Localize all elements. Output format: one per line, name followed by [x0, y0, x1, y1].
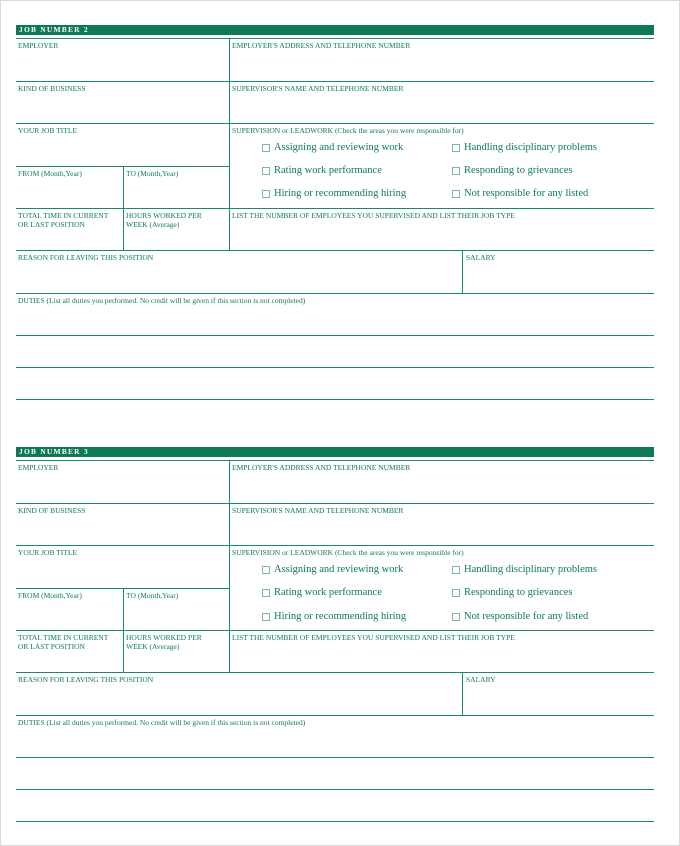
from-date-field[interactable] [16, 167, 123, 208]
checkbox-not-responsible[interactable] [452, 190, 460, 198]
divider [16, 460, 654, 461]
job-title-label: YOUR JOB TITLE [18, 548, 78, 557]
duties-line [16, 367, 654, 368]
supervisor-field[interactable] [230, 82, 654, 123]
employees-field[interactable] [230, 209, 654, 250]
employees-label: LIST THE NUMBER OF EMPLOYEES YOU SUPERVISED AND LIST THEIR JOB TYPE [232, 633, 515, 642]
duties-line [16, 399, 654, 400]
option-hiring[interactable]: Hiring or recommending hiring [262, 610, 406, 623]
option-assigning[interactable]: Assigning and reviewing work [262, 141, 403, 154]
option-disciplinary[interactable]: Handling disciplinary problems [452, 563, 597, 576]
business-field[interactable] [16, 504, 229, 545]
supervisor-field[interactable] [230, 504, 654, 545]
to-date-field[interactable] [124, 589, 229, 630]
option-grievances[interactable]: Responding to grievances [452, 586, 572, 599]
hours-label: HOURS WORKED PER [126, 211, 202, 220]
reason-field[interactable] [16, 251, 462, 293]
checkbox-grievances[interactable] [452, 589, 460, 597]
divider [229, 460, 230, 672]
option-not-responsible[interactable]: Not responsible for any listed [452, 610, 588, 623]
salary-label: SALARY [466, 675, 496, 684]
duties-line [16, 789, 654, 790]
checkbox-disciplinary[interactable] [452, 566, 460, 574]
business-label: KIND OF BUSINESS [18, 506, 86, 515]
employer-label: EMPLOYER [18, 463, 59, 472]
employer-field[interactable] [16, 460, 229, 503]
reason-label: REASON FOR LEAVING THIS POSITION [18, 675, 154, 684]
option-rating[interactable]: Rating work performance [262, 586, 382, 599]
hours-field[interactable] [124, 209, 229, 250]
employer-field[interactable] [16, 38, 229, 81]
total-time-label-2: OR LAST POSITION [18, 642, 85, 651]
employer-label: EMPLOYER [18, 41, 59, 50]
checkbox-hiring[interactable] [262, 613, 270, 621]
divider [16, 38, 654, 39]
supervisor-label: SUPERVISOR'S NAME AND TELEPHONE NUMBER [232, 84, 404, 93]
checkbox-not-responsible[interactable] [452, 613, 460, 621]
hours-label-2: WEEK (Average) [126, 642, 180, 651]
duties-line [16, 821, 654, 822]
checkbox-hiring[interactable] [262, 190, 270, 198]
employees-field[interactable] [230, 631, 654, 672]
duties-field[interactable] [16, 294, 654, 399]
supervision-label: SUPERVISION or LEADWORK (Check the areas you were responsible for) [232, 126, 464, 135]
total-time-field[interactable] [16, 631, 123, 672]
employees-label: LIST THE NUMBER OF EMPLOYEES YOU SUPERVISED AND LIST THEIR JOB TYPE [232, 211, 515, 220]
supervisor-label: SUPERVISOR'S NAME AND TELEPHONE NUMBER [232, 506, 404, 515]
hours-label: HOURS WORKED PER [126, 633, 202, 642]
job-title-field[interactable] [16, 124, 229, 166]
address-label: EMPLOYER'S ADDRESS AND TELEPHONE NUMBER [232, 463, 411, 472]
salary-label: SALARY [466, 253, 496, 262]
hours-label-2: WEEK (Average) [126, 220, 180, 229]
salary-field[interactable] [463, 251, 654, 293]
checkbox-rating[interactable] [262, 167, 270, 175]
option-hiring[interactable]: Hiring or recommending hiring [262, 187, 406, 200]
checkbox-disciplinary[interactable] [452, 144, 460, 152]
option-assigning[interactable]: Assigning and reviewing work [262, 563, 403, 576]
supervision-label: SUPERVISION or LEADWORK (Check the areas you were responsible for) [232, 548, 464, 557]
address-label: EMPLOYER'S ADDRESS AND TELEPHONE NUMBER [232, 41, 411, 50]
business-label: KIND OF BUSINESS [18, 84, 86, 93]
checkbox-assigning[interactable] [262, 144, 270, 152]
duties-line [16, 757, 654, 758]
duties-label: DUTIES (List all duties you performed. No credit will be given if this section is not completed) [18, 296, 306, 305]
to-label: TO (Month,Year) [126, 169, 179, 178]
duties-label: DUTIES (List all duties you performed. No credit will be given if this section is not completed) [18, 718, 306, 727]
to-date-field[interactable] [124, 167, 229, 208]
duties-field[interactable] [16, 716, 654, 821]
hours-field[interactable] [124, 631, 229, 672]
address-field[interactable] [230, 38, 654, 81]
job-section-3 [16, 447, 654, 825]
total-time-label: TOTAL TIME IN CURRENT [18, 211, 109, 220]
address-field[interactable] [230, 460, 654, 503]
total-time-field[interactable] [16, 209, 123, 250]
checkbox-assigning[interactable] [262, 566, 270, 574]
to-label: TO (Month,Year) [126, 591, 179, 600]
divider [462, 250, 463, 293]
job-title-field[interactable] [16, 546, 229, 588]
option-rating[interactable]: Rating work performance [262, 164, 382, 177]
job-title-label: YOUR JOB TITLE [18, 126, 78, 135]
checkbox-rating[interactable] [262, 589, 270, 597]
job-section-2 [16, 25, 654, 403]
from-label: FROM (Month,Year) [18, 591, 82, 600]
reason-label: REASON FOR LEAVING THIS POSITION [18, 253, 154, 262]
job-header: JOB NUMBER 3 [16, 447, 654, 457]
divider [229, 38, 230, 250]
divider [462, 672, 463, 715]
option-not-responsible[interactable]: Not responsible for any listed [452, 187, 588, 200]
total-time-label: TOTAL TIME IN CURRENT [18, 633, 109, 642]
duties-line [16, 335, 654, 336]
option-disciplinary[interactable]: Handling disciplinary problems [452, 141, 597, 154]
business-field[interactable] [16, 82, 229, 123]
total-time-label-2: OR LAST POSITION [18, 220, 85, 229]
option-grievances[interactable]: Responding to grievances [452, 164, 572, 177]
from-date-field[interactable] [16, 589, 123, 630]
checkbox-grievances[interactable] [452, 167, 460, 175]
from-label: FROM (Month,Year) [18, 169, 82, 178]
salary-field[interactable] [463, 673, 654, 715]
reason-field[interactable] [16, 673, 462, 715]
job-header: JOB NUMBER 2 [16, 25, 654, 35]
